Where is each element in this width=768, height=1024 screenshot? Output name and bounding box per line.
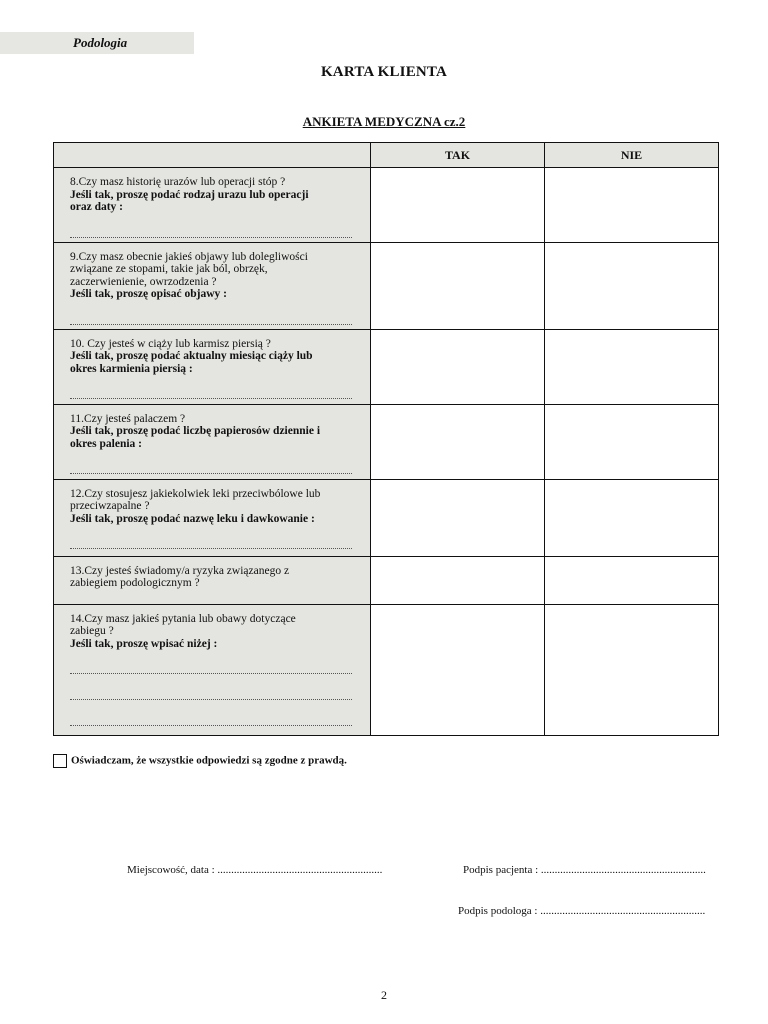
- question-text: 13.Czy jesteś świadomy/a ryzyka związanego z: [70, 564, 290, 577]
- table-row: [54, 404, 719, 479]
- question-instruction: Jeśli tak, proszę podać liczbę papierosów dziennie i: [70, 425, 321, 437]
- question-cell: [54, 479, 371, 556]
- answer-cell-yes[interactable]: [371, 556, 545, 604]
- podologist-signature-field[interactable]: Podpis podologa : ............................................................: [458, 905, 706, 917]
- page-number: 2: [381, 988, 387, 1002]
- question-text: przeciwzapalne ?: [70, 500, 150, 512]
- question-instruction: Jeśli tak, proszę podać aktualny miesiąc ciąży lub: [70, 350, 313, 362]
- answer-cell-yes[interactable]: [371, 329, 545, 404]
- question-instruction: Jeśli tak, proszę wpisać niżej :: [70, 637, 218, 650]
- answer-cell-yes[interactable]: [371, 604, 545, 735]
- answer-cell-no[interactable]: [545, 242, 719, 329]
- question-text: 14.Czy masz jakieś pytania lub obawy dotyczące: [70, 612, 296, 625]
- question-instruction: Jeśli tak, proszę podać rodzaj urazu lub operacji: [70, 188, 309, 201]
- answer-cell-no[interactable]: [545, 479, 719, 556]
- answer-dotted-line[interactable]: [70, 698, 352, 700]
- question-text: zabiegu ?: [70, 625, 114, 637]
- answer-dotted-line[interactable]: [70, 472, 352, 474]
- category-tag: [0, 32, 194, 54]
- question-instruction: Jeśli tak, proszę opisać objawy :: [70, 288, 227, 300]
- question-cell: [54, 242, 371, 329]
- declaration-checkbox[interactable]: [53, 754, 67, 768]
- question-cell: [54, 556, 371, 604]
- question-text: 11.Czy jesteś palaczem ?: [70, 412, 186, 425]
- answer-cell-no[interactable]: [545, 604, 719, 735]
- answer-cell-yes[interactable]: [371, 479, 545, 556]
- table-header-row: [54, 143, 719, 168]
- question-header-cell: [54, 143, 371, 168]
- answer-dotted-line[interactable]: [70, 547, 352, 549]
- answer-cell-no[interactable]: [545, 404, 719, 479]
- answer-cell-yes[interactable]: [371, 168, 545, 243]
- questionnaire-table: [53, 142, 719, 736]
- page-title: KARTA KLIENTA: [320, 64, 448, 80]
- answer-cell-no[interactable]: [545, 168, 719, 243]
- answer-dotted-line[interactable]: [70, 672, 352, 674]
- table-row: [54, 168, 719, 243]
- answer-dotted-line[interactable]: [70, 397, 352, 399]
- table-row: [54, 604, 719, 735]
- table-row: [54, 242, 719, 329]
- table-row: [54, 329, 719, 404]
- patient-signature-field[interactable]: Podpis pacjenta : ............................................................: [463, 864, 706, 876]
- category-label: Podologia: [73, 35, 128, 50]
- question-cell: [54, 604, 371, 735]
- question-cell: [54, 404, 371, 479]
- answer-cell-yes[interactable]: [371, 242, 545, 329]
- section-subtitle: ANKIETA MEDYCZNA cz.2: [302, 114, 466, 129]
- question-cell: [54, 329, 371, 404]
- question-text: 8.Czy masz historię urazów lub operacji stóp ?: [70, 176, 286, 188]
- answer-cell-no[interactable]: [545, 556, 719, 604]
- question-instruction: okres karmienia piersią :: [70, 362, 193, 375]
- table-row: [54, 556, 719, 604]
- declaration-text: Oświadczam, że wszystkie odpowiedzi są zgodne z prawdą.: [71, 754, 347, 767]
- question-text: związane ze stopami, takie jak ból, obrzęk,: [70, 263, 268, 275]
- answer-dotted-line[interactable]: [70, 323, 352, 325]
- column-header-no: NIE: [545, 143, 719, 168]
- column-header-yes: TAK: [371, 143, 545, 168]
- answer-cell-no[interactable]: [545, 329, 719, 404]
- question-text: zabiegiem podologicznym ?: [70, 577, 200, 589]
- question-text: 10. Czy jesteś w ciąży lub karmisz piersią ?: [70, 337, 271, 350]
- answer-dotted-line[interactable]: [70, 236, 352, 238]
- table-row: [54, 479, 719, 556]
- question-instruction: okres palenia :: [70, 437, 142, 450]
- answer-cell-yes[interactable]: [371, 404, 545, 479]
- question-text: 9.Czy masz obecnie jakieś objawy lub dolegliwości: [70, 250, 308, 263]
- answer-dotted-line[interactable]: [70, 724, 352, 726]
- question-text: 12.Czy stosujesz jakiekolwiek leki przeciwbólowe lub: [70, 487, 321, 500]
- question-instruction: Jeśli tak, proszę podać nazwę leku i dawkowanie :: [70, 512, 315, 525]
- question-cell: [54, 168, 371, 243]
- question-text: zaczerwienienie, owrzodzenia ?: [70, 275, 217, 288]
- declaration: [53, 754, 347, 768]
- place-date-field[interactable]: Miejscowość, data : ............................................................: [127, 864, 383, 876]
- question-instruction: oraz daty :: [70, 201, 124, 213]
